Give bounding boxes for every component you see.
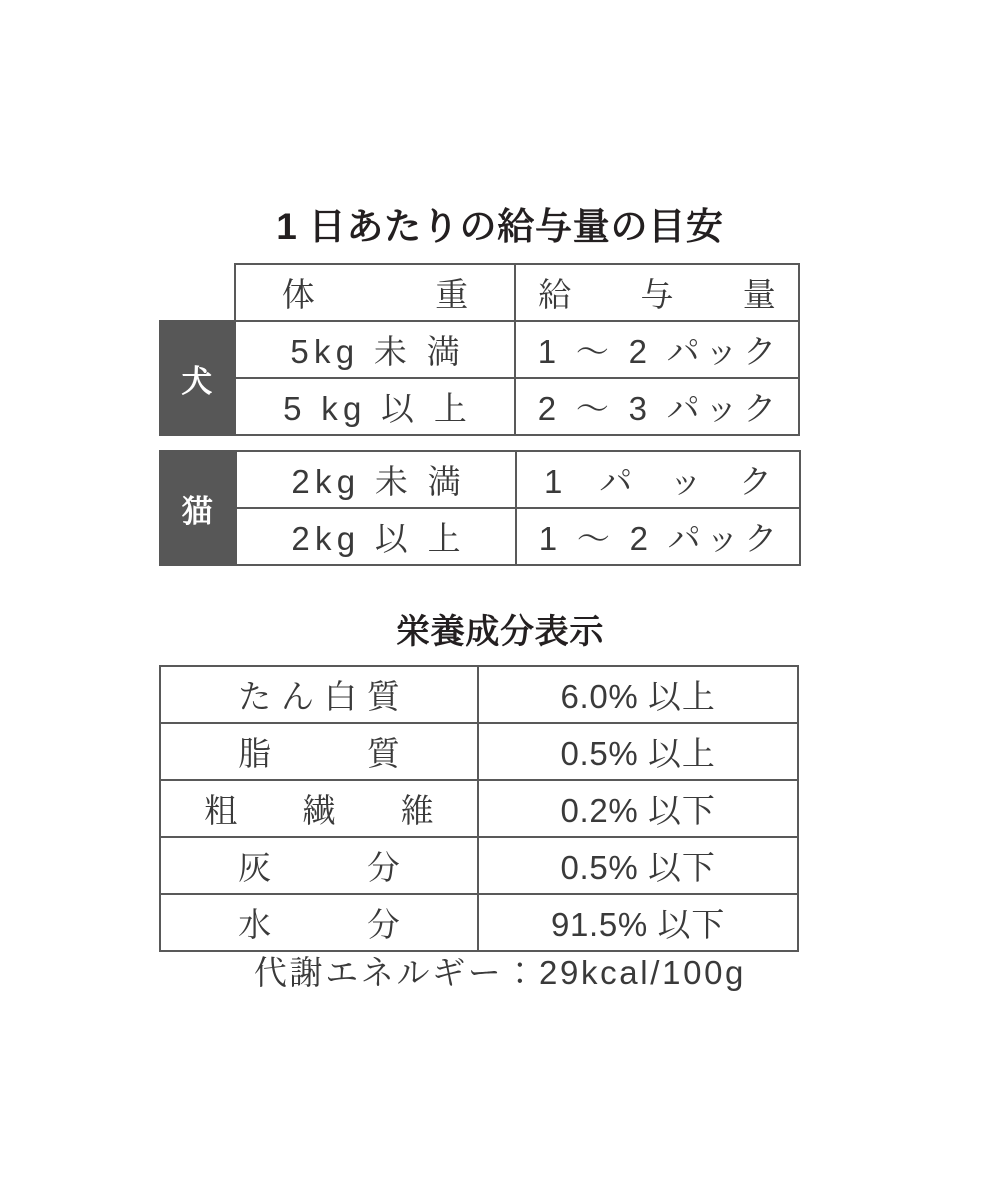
cat-row2-amount: 1 〜 2 パック	[516, 508, 800, 565]
metabolizable-energy-text: 代謝エネルギー：29kcal/100g	[253, 954, 747, 991]
table-row	[160, 378, 799, 435]
nutrition-facts-title: 栄養成分表示	[395, 613, 605, 651]
nutrition-label-ash: 灰 分	[160, 837, 478, 894]
dog-label-cell: 犬	[160, 321, 235, 435]
table-row	[160, 321, 799, 378]
cat-row2-weight: 2kg 以 上	[236, 508, 516, 565]
dog-row1-weight: 5kg 未 満	[235, 321, 515, 378]
column-header-amount: 給 与 量	[515, 264, 799, 321]
cat-row1-amount: 1 パ ッ ク	[516, 451, 800, 508]
cat-feeding-table	[159, 450, 801, 566]
nutrition-value-ash: 0.5% 以下	[478, 837, 798, 894]
table-row	[160, 780, 798, 837]
dog-row2-amount: 2 〜 3 パック	[515, 378, 799, 435]
nutrition-value-protein: 6.0% 以上	[478, 666, 798, 723]
table-row	[160, 451, 800, 508]
nutrition-value-fiber: 0.2% 以下	[478, 780, 798, 837]
table-row	[160, 837, 798, 894]
column-header-weight: 体 重	[235, 264, 515, 321]
table-row	[160, 508, 800, 565]
nutrition-label-moisture: 水 分	[160, 894, 478, 951]
table-row	[160, 723, 798, 780]
table-row	[160, 666, 798, 723]
table-row-header	[160, 264, 799, 321]
nutrition-label-protein: たん白質	[160, 666, 478, 723]
nutrition-label-fat: 脂 質	[160, 723, 478, 780]
cat-row1-weight: 2kg 未 満	[236, 451, 516, 508]
nutrition-value-fat: 0.5% 以上	[478, 723, 798, 780]
header-spacer-cell	[160, 264, 235, 321]
dog-row1-amount: 1 〜 2 パック	[515, 321, 799, 378]
nutrition-facts-table	[159, 665, 799, 952]
nutrition-value-moisture: 91.5% 以下	[478, 894, 798, 951]
feeding-guide-title: 1 日あたりの給与量の目安	[276, 206, 724, 247]
cat-label-cell: 猫	[160, 451, 236, 565]
dog-row2-weight: 5 kg 以 上	[235, 378, 515, 435]
nutrition-label-fiber: 粗 繊 維	[160, 780, 478, 837]
table-row	[160, 894, 798, 951]
dog-feeding-table	[159, 263, 800, 436]
